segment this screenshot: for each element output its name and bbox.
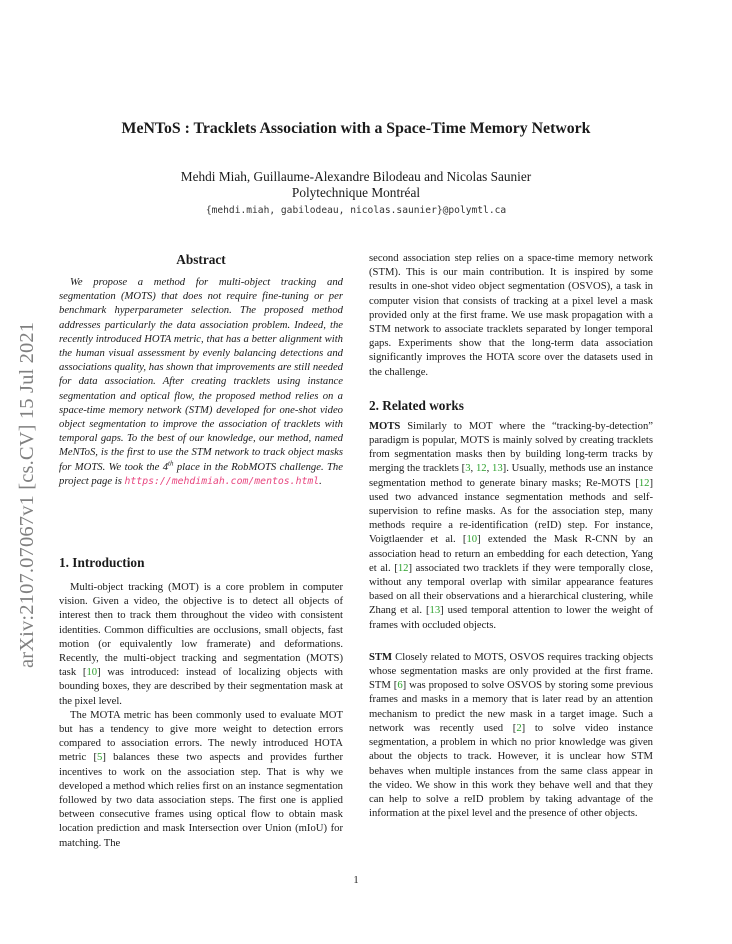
affiliation: Polytechnique Montréal — [291, 185, 421, 200]
right-column — [369, 252, 653, 821]
citation-link[interactable]: 13 — [492, 463, 503, 475]
citation-link[interactable]: 5 — [97, 752, 103, 764]
text-run: ] was proposed to solve OSVOS by storing some previous frames and masks in a memory that is later read by an attention mechanism to predict the new mask in a target image. Such a network was recently used [ — [369, 680, 653, 734]
citation-link[interactable]: 12 — [638, 477, 650, 489]
citation-link[interactable]: 13 — [429, 605, 441, 617]
text-run: ] used temporal attention to lower the weight of frames with occluded objects. — [369, 605, 653, 631]
text-run: ] balances these two aspects and provides further incentives to work on the association step. That is why we developed a method which relies first on an instance segmentation followed by two data association steps. The first one is applied between consecutive frames using optical flow to obtain mask location prediction and mask Intersection over Union (mIoU) for matching. The — [59, 752, 343, 849]
author-emails: {mehdi.miah, gabilodeau, nicolas.saunier}@polymtl.ca — [205, 205, 507, 216]
author-list: Mehdi Miah, Guillaume-Alexandre Bilodeau and Nicolas Saunier — [180, 169, 532, 184]
text-run: ]. Usually, methods use an instance segmentation method to generate binary masks; Re-MOTS [ — [369, 463, 653, 489]
citation-link[interactable]: 10 — [86, 667, 98, 679]
page-number: 1 — [353, 875, 359, 886]
text-run: Multi-object tracking (MOT) is a core problem in computer vision. Given a video, the objective is to detect all objects of interest then to track them throughout the video with consistent identities. Common difficulties are occlusions, small objects, fast motion (or equivalently low framerate) and deformations. Recently, the multi-object tracking and segmentation (MOTS) task [ — [59, 582, 343, 679]
text-run: , — [470, 463, 476, 475]
citation-link[interactable]: 12 — [475, 463, 487, 475]
text-run: Similarly to MOT where the “tracking-by-detection” paradigm is popular, MOTS is mainly solved by creating tracklets from segmentation masks then by building long-term tracks by merging the tracklets [ — [369, 420, 653, 475]
abstract-heading: Abstract — [176, 252, 226, 267]
text-run: , — [486, 463, 493, 475]
citation-link[interactable]: 2 — [516, 722, 522, 734]
abstract-text-part: . — [319, 475, 322, 487]
project-page-link[interactable]: https://mehdimiah.com/mentos.html — [124, 475, 320, 487]
abstract-text — [59, 276, 343, 489]
intro-paragraph-2 — [59, 709, 343, 851]
stm-paragraph — [369, 651, 653, 821]
intro-paragraph-1 — [59, 581, 343, 709]
citation-link[interactable]: 6 — [397, 680, 403, 692]
paper-title: MeNToS : Tracklets Association with a Space-Time Memory Network — [121, 120, 591, 137]
text-run: ] used two advanced instance segmentation methods and self-supervision to refine masks. As for the association step, many methods require a re-identification (reID) step. For instance, Voigtlaender et al. [ — [369, 477, 653, 546]
text-run: ] was introduced: instead of localizing objects with bounding boxes, they are described by their segmentation mask at the pixel level. — [59, 667, 343, 707]
citation-link[interactable]: 10 — [466, 534, 478, 546]
intro-paragraph-2-continued: second association step relies on a space-time memory network (STM). This is our main contribution. It is inspired by some results in one-shot video object segmentation (OSVOS), a task in computer vision that consists of tracking at a pixel level a mask provided only at the first frame. We use mask propagation with a STM network to associate tracklets separated by longer temporal gaps. Experiments show that the long-term data association significantly improves the HOTA score over the datasets used in the challenge. — [369, 253, 653, 378]
ordinal-superscript: th — [168, 459, 174, 468]
abstract-section — [59, 252, 343, 489]
mots-run-in-label: MOTS — [369, 420, 401, 432]
arxiv-stamp: arXiv:2107.07067v1 [cs.CV] 15 Jul 2021 — [16, 321, 38, 668]
citation-link[interactable]: 12 — [397, 562, 409, 574]
text-run: The MOTA metric has been commonly used to evaluate MOT but has a tendency to give more weight to detection errors compared to association errors. The newly introduced HOTA metric [ — [59, 709, 343, 764]
mots-paragraph — [369, 420, 653, 633]
text-run: ] extended the Mask R-CNN by an association head to return an embedding for each detection, Yang et al. [ — [369, 534, 653, 574]
stm-run-in-label: STM — [369, 651, 393, 663]
abstract-text-part: We propose a method for multi-object tracking and segmentation (MOTS) that does not require fine-tuning or per benchmark hyperparameter selection. The proposed method addresses particularly the data association problem. Indeed, the recently introduced HOTA metric, that has a better alignment with the human visual assessment by evenly balancing detections and associations quality, has shown that improvements are still needed for data association. After creating tracklets using instance segmentation and optical flow, the proposed method relies on a space-time memory network (STM) developed for one-shot video object segmentation to improve the association of tracklets with temporal gaps. To the best of our knowledge, our method, named MeNToS, is the first to use the STM network to track object masks for MOTS. We took the 4 — [59, 277, 343, 473]
abstract-text-part: place in the RobMOTS challenge. The project page is — [59, 461, 343, 487]
text-run: ] to solve video instance segmentation, a problem in which no prior knowledge was given about the objects to track. However, it is unclear how STM behaves when multiple instances from the same class appear in the video. We show in this work they behave well and that they can help to solve a reID problem by taking advantage of the information at the pixel level and the presence of other objects. — [369, 722, 653, 820]
introduction-section — [59, 555, 343, 851]
introduction-heading: 1. Introduction — [59, 555, 145, 570]
text-run: Closely related to MOTS, OSVOS requires tracking objects whose segmentation masks are only provided at the first frame. STM [ — [369, 651, 653, 692]
related-works-heading: 2. Related works — [369, 397, 464, 413]
text-run: ] associated two tracklets if they were temporally close, without any temporal overlap with similar appearance features based on all their observations and a hierarchical clustering, while Zhang et al. [ — [369, 562, 653, 617]
citation-link[interactable]: 3 — [465, 463, 471, 475]
